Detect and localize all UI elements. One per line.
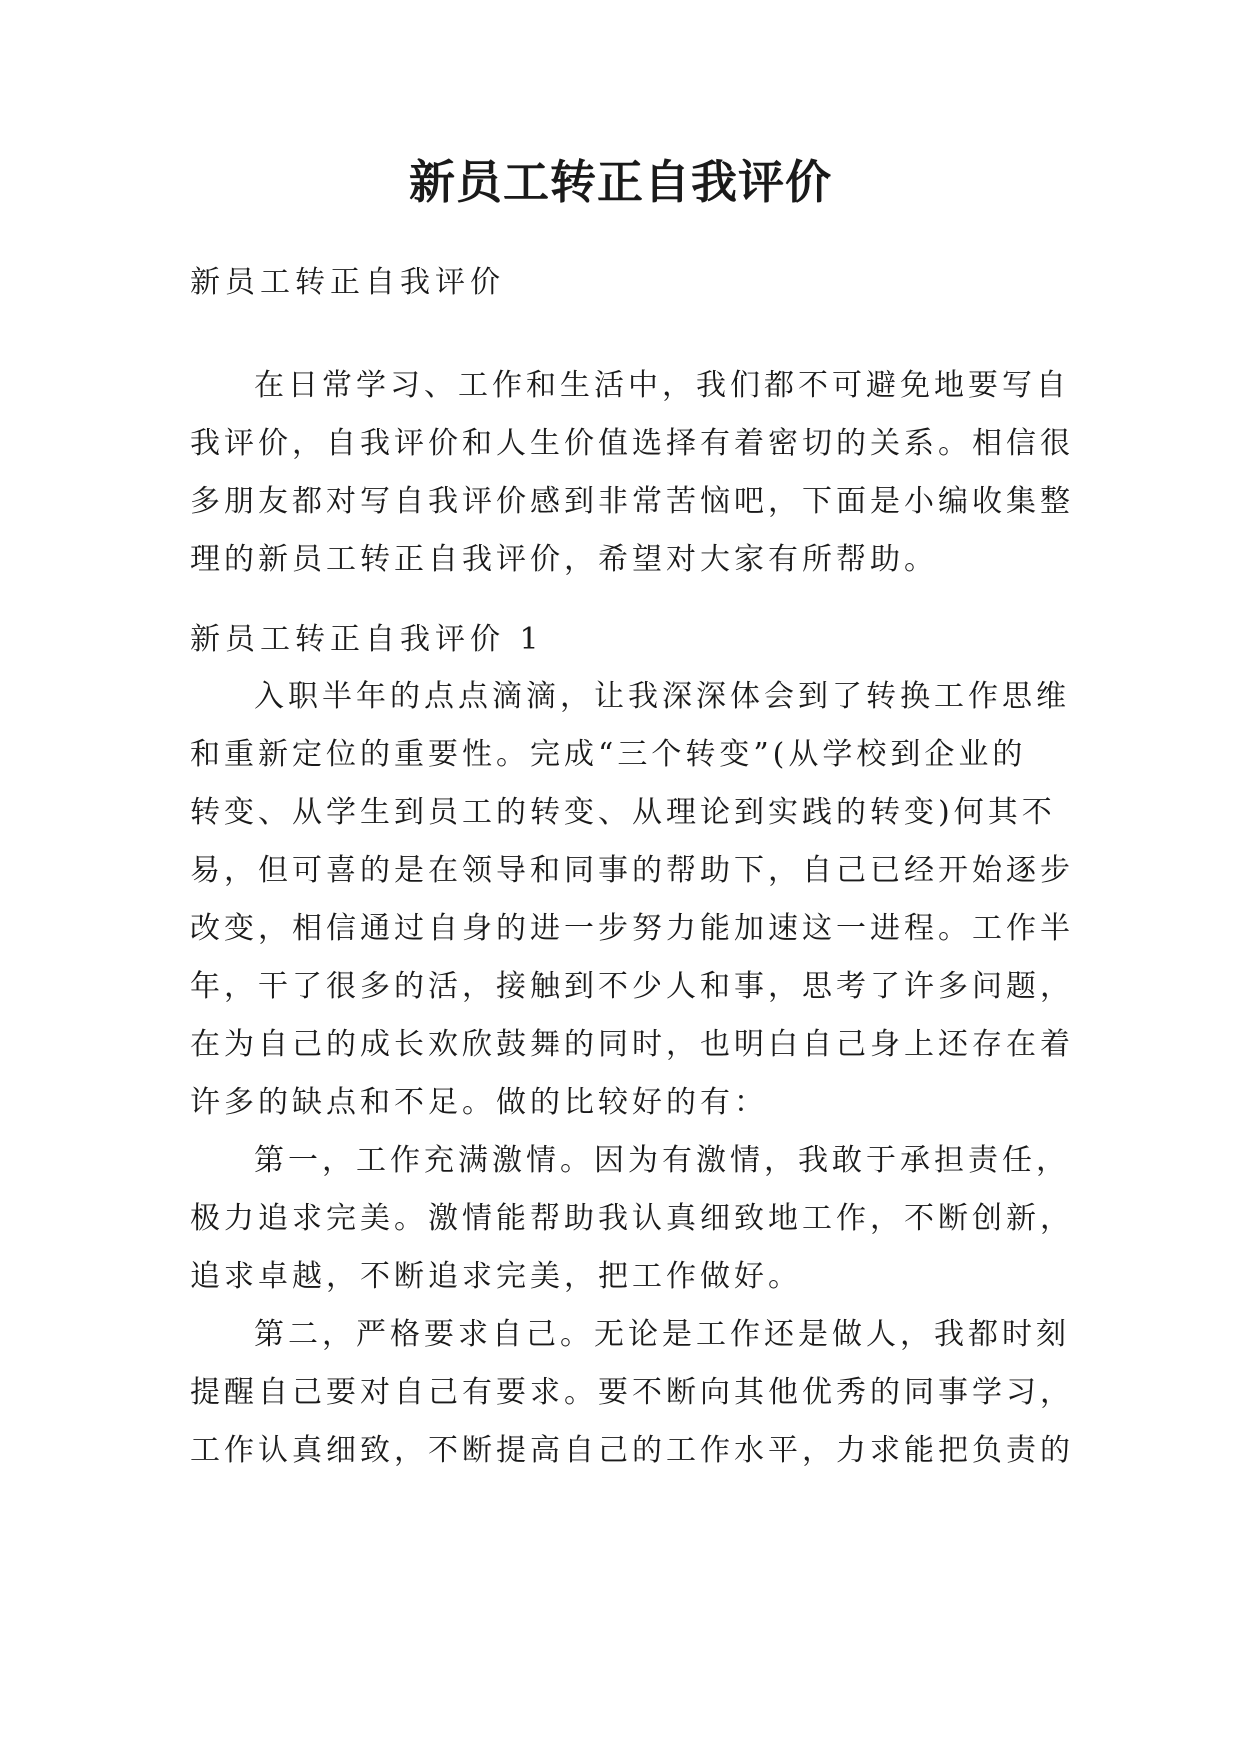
paragraph-line: 转变、从学生到员工的转变、从理论到实践的转变)何其不 bbox=[190, 795, 1056, 830]
paragraph-line: 我评价，自我评价和人生价值选择有着密切的关系。相信很 bbox=[190, 426, 1074, 461]
paragraph-line: 第二，严格要求自己。无论是工作还是做人，我都时刻 bbox=[254, 1317, 1070, 1352]
paragraph-line: 在日常学习、工作和生活中，我们都不可避免地要写自 bbox=[254, 368, 1070, 403]
paragraph-line: 改变，相信通过自身的进一步努力能加速这一进程。工作半 bbox=[190, 911, 1074, 946]
paragraph-line: 易，但可喜的是在领导和同事的帮助下，自己已经开始逐步 bbox=[190, 853, 1074, 888]
paragraph-line: 多朋友都对写自我评价感到非常苦恼吧，下面是小编收集整 bbox=[190, 484, 1074, 519]
paragraph-line: 工作认真细致，不断提高自己的工作水平，力求能把负责的 bbox=[190, 1433, 1074, 1468]
paragraph-line: 理的新员工转正自我评价，希望对大家有所帮助。 bbox=[190, 542, 938, 577]
intro-paragraph bbox=[190, 357, 1074, 589]
paragraph-line: 入职半年的点点滴滴，让我深深体会到了转换工作思维 bbox=[254, 679, 1070, 714]
paragraph-line: 和重新定位的重要性。完成“三个转变”(从学校到企业的 bbox=[190, 737, 1027, 772]
paragraph-line: 极力追求完美。激情能帮助我认真细致地工作，不断创新， bbox=[190, 1201, 1074, 1236]
point1-paragraph bbox=[190, 1132, 1074, 1306]
paragraph-line: 年，干了很多的活，接触到不少人和事，思考了许多问题， bbox=[190, 969, 1074, 1004]
section1-paragraph bbox=[190, 668, 1074, 1132]
point2-paragraph bbox=[190, 1306, 1074, 1480]
paragraph-line: 许多的缺点和不足。做的比较好的有： bbox=[190, 1085, 768, 1120]
paragraph-line: 提醒自己要对自己有要求。要不断向其他优秀的同事学习， bbox=[190, 1375, 1074, 1410]
paragraph-line: 第一，工作充满激情。因为有激情，我敢于承担责任， bbox=[254, 1143, 1070, 1178]
paragraph-line: 追求卓越，不断追求完美，把工作做好。 bbox=[190, 1259, 802, 1294]
section-heading: 新员工转正自我评价 1 bbox=[190, 622, 544, 657]
document-title: 新员工转正自我评价 bbox=[409, 155, 832, 209]
document-subtitle: 新员工转正自我评价 bbox=[190, 265, 505, 300]
paragraph-line: 在为自己的成长欢欣鼓舞的同时，也明白自己身上还存在着 bbox=[190, 1027, 1074, 1062]
